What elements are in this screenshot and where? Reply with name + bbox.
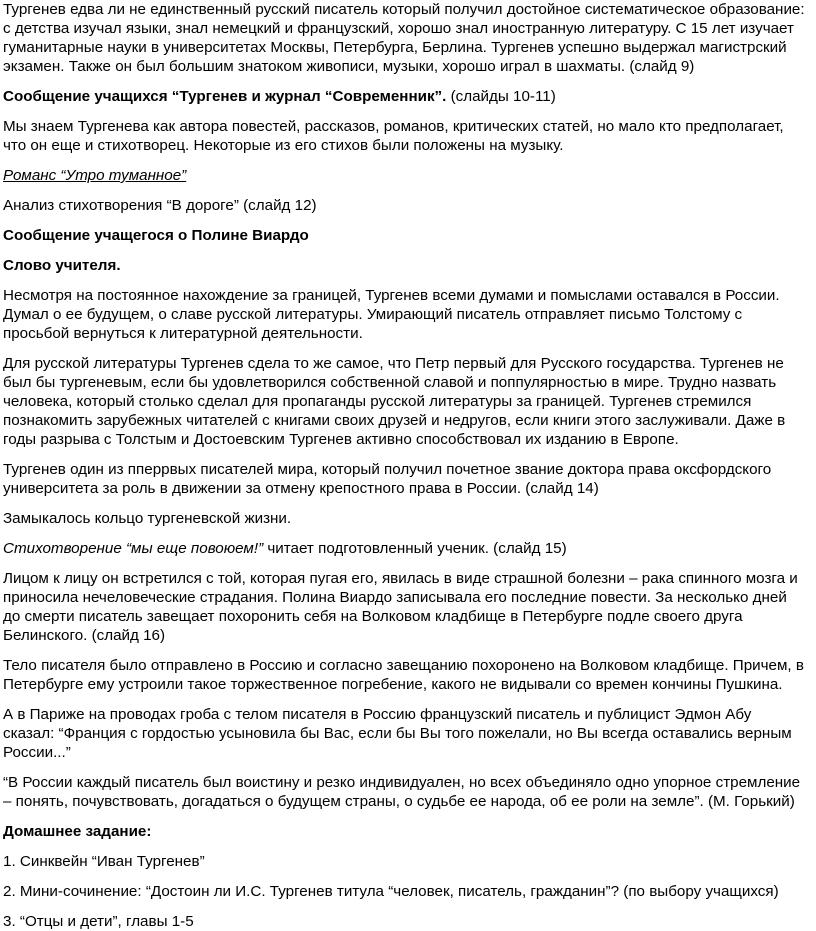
paragraph-teacher-heading: Слово учителя. (3, 257, 121, 274)
paragraph-analysis: Анализ стихотворения “В дороге” (слайд 12) (3, 197, 317, 214)
paragraph-education: Тургенев едва ли не единственный русский писатель который получил достойное систематическое образование: с детства изучал языки, знал немецкий и французский, хорошо знал иностранную литературу. С 15 лет изучает гуманитарные науки в университетах Москвы, Петербурга, Берлина. Тургенев успешно выдержал магистрский экзамен. Также он был большим знатоком живописи, музыки, хорошо играл в шахматы. (слайд 9) (3, 1, 805, 75)
paragraph-illness: Лицом к лицу он встретился с той, которая пугая его, явилась в виде страшной болезни – рака спинного мозга и приносила нечеловеческие страдания. Полина Виардо записывала его последние повести. За несколько дней до смерти писатель завещает похоронить себя на Волковом кладбище в Петербурге подле своего друга Белинского. (слайд 16) (3, 570, 798, 644)
paragraph-funeral: Тело писателя было отправлено в Россию и согласно завещанию похоронено на Волковом кладбище. Причем, в Петербурге ему устроили такое торжественное погребение, какого не видывали со времен кончины Пушкина. (3, 657, 804, 693)
homework-item-3: 3. “Отцы и дети”, главы 1-5 (3, 913, 194, 930)
paragraph-propaganda: Для русской литературы Тургенев сдела то же самое, что Петр первый для Русского государства. Тургенев не был бы тургеневым, если бы удовлетворился собственной славой и поппулярностью в мире. Трудно назвать человека, который столько сделал для пропаганды русской литературы за границей. Тургенев стремился познакомить зарубежных читателей с книгами своих друзей и недругов, если книги этого заслуживали. Даже в годы разрыва с Толстым и Достоевским Тургенев активно способствовал их изданию в Европе. (3, 355, 786, 448)
paragraph-abroad: Несмотря на постоянное нахождение за границей, Тургенев всеми думами и помыслами оставался в России. Думал о ее будущем, о славе русской литературы. Умирающий писатель отправляет письмо Толстому с просьбой вернуться к литературной деятельности. (3, 287, 780, 342)
paragraph-poet: Мы знаем Тургенева как автора повестей, рассказов, романов, критических статей, но мало кто предполагает, что он еще и стихотворец. Некоторые из его стихов были положены на музыку. (3, 118, 784, 154)
paragraph-sovremennik (3, 87, 805, 106)
romance-title: Романс “Утро туманное” (3, 167, 187, 184)
sovremennik-slides: (слайды 10-11) (446, 88, 556, 105)
homework-item-2: 2. Мини-сочинение: “Достоин ли И.С. Тургенев титула “человек, писатель, гражданин”? (по выбору учащихся) (3, 883, 779, 900)
paragraph-romance (3, 166, 805, 185)
poem-reader: читает подготовленный ученик. (слайд 15) (263, 540, 567, 557)
paragraph-oxford: Тургенев один из пперрвых писателей мира, который получил почетное звание доктора права оксфордского университета за роль в движении за отмену крепостного права в России. (слайд 14) (3, 461, 772, 497)
paragraph-paris: А в Париже на проводах гроба с телом писателя в Россию французский писатель и публицист Эдмон Абу сказал: “Франция с гордостью усыновила бы Вас, если бы Вы того пожелали, но Вы всегда оставались верным России...” (3, 706, 792, 761)
paragraph-ring: Замыкалось кольцо тургеневской жизни. (3, 510, 292, 527)
poem-title: Стихотворение “мы еще повоюем!” (3, 540, 264, 557)
paragraph-viardo-heading: Сообщение учащегося о Полине Виардо (3, 227, 309, 244)
homework-item-1: 1. Синквейн “Иван Тургенев” (3, 853, 205, 870)
sovremennik-heading: Сообщение учащихся “Тургенев и журнал “Современник”. (3, 88, 447, 105)
paragraph-poem (3, 539, 805, 558)
paragraph-gorky-quote: “В России каждый писатель был воистину и резко индивидуален, но всех объединяло одно упорное стремление – понять, почувствовать, догадаться о будущем страны, о судьбе ее народа, об ее роли на земле”. (М. Горький) (3, 774, 801, 810)
paragraph-homework-heading: Домашнее задание: (3, 823, 152, 840)
